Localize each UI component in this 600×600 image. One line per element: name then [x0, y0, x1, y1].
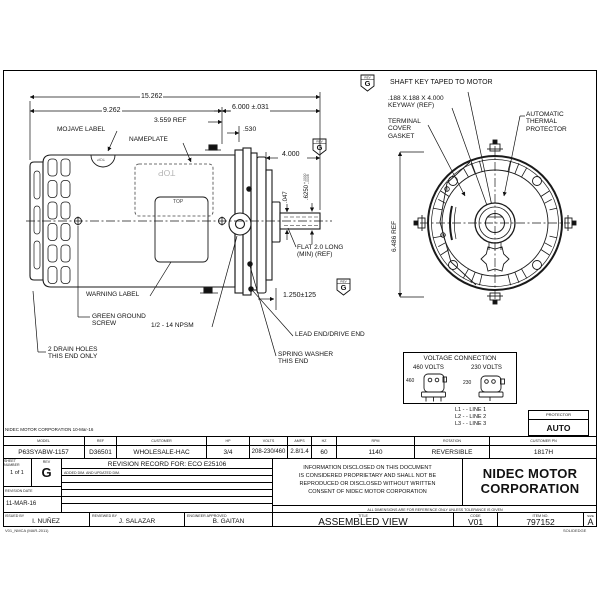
- protector-box: [528, 410, 589, 436]
- revision-date-value-cell: [3, 497, 62, 512]
- engineer-approved-cell: [185, 512, 272, 527]
- reviewed-by-value: J. SALAZAR: [118, 518, 156, 525]
- label-warning: WARNING LABEL: [86, 291, 140, 298]
- spec-value-amps: 2.8/1.4: [288, 446, 312, 459]
- revision-date-value: 11-MAR-16: [6, 501, 37, 507]
- voltage-title: VOLTAGE CONNECTION: [423, 355, 497, 362]
- voltage-col-230: 230 VOLTS: [471, 364, 502, 371]
- revision-record-title: REVISION RECORD FOR: ECO E25106: [107, 460, 227, 468]
- proprietary-line: CONSENT OF NIDEC MOTOR CORPORATION: [308, 489, 427, 495]
- spec-header-model: MODEL: [3, 437, 85, 445]
- line-l2: L2 - - LINE 2: [455, 414, 487, 420]
- dim-6250: .6250 +.0000 -.0005: [303, 173, 311, 200]
- plug-460-label: 460: [406, 378, 415, 384]
- dim-1250: 1.250±125: [283, 292, 317, 299]
- spec-value-volts: 208-230/460: [250, 446, 288, 459]
- rev-flag: [313, 139, 326, 155]
- label-spring-washer: SPRING WASHER THIS END: [278, 351, 334, 366]
- spec-value-model: P63SYABW-1157: [3, 446, 85, 459]
- label-flat: FLAT 2.0 LONG (MIN) (REF): [297, 244, 344, 259]
- top-mark-bump: TOP: [97, 157, 106, 163]
- rev-value: G: [41, 465, 52, 480]
- code-cell: [453, 512, 497, 527]
- corp-note: NIDEC MOTOR CORPORATION 10-Mar-16: [5, 427, 94, 432]
- revision-record-empty-row: [62, 504, 272, 512]
- line-l3: L3 - - LINE 3: [455, 421, 487, 427]
- revision-record-empty-row: [62, 483, 272, 490]
- dim-4000: 4.000: [282, 150, 300, 158]
- label-green-ground: GREEN GROUND SCREW: [92, 313, 146, 328]
- spec-header-volts: VOLTS: [250, 437, 288, 445]
- revision-record-entry-row: [62, 469, 272, 476]
- dimension-lines: [30, 92, 424, 310]
- spec-table: [3, 436, 597, 459]
- proprietary-note-cell: [272, 459, 462, 505]
- spec-header-rpm: RPM: [337, 437, 415, 445]
- item-no-value: 797152: [526, 516, 555, 527]
- voltage-col-460: 460 VOLTS: [413, 364, 444, 371]
- dim-6486: 6.486 REF: [391, 220, 398, 252]
- reviewed-by-label: REVIEWED BY: [92, 514, 117, 518]
- sheet-number-cell: [3, 459, 32, 487]
- issued-by-value: I. NUÑEZ: [32, 518, 60, 525]
- sheet-number-label: SHEET NUMBER: [4, 459, 20, 467]
- dim-530: .530: [243, 126, 257, 133]
- label-shaft-key: SHAFT KEY TAPED TO MOTOR: [390, 79, 493, 86]
- spec-value-ref: D36501: [85, 446, 117, 459]
- title-value: ASSEMBLED VIEW: [318, 516, 408, 528]
- rev-cell: [32, 459, 62, 487]
- spec-header-hz: HZ: [312, 437, 337, 445]
- top-mark-ghost: TOP: [158, 167, 176, 178]
- spec-value-hp: 3/4: [207, 446, 250, 459]
- label-terminal-cover: TERMINAL COVER GASKET: [388, 118, 421, 140]
- engineer-approved-label: ENGINEER APPROVED: [187, 514, 227, 518]
- revision-record-title-cell: [62, 459, 272, 469]
- rev-label: REV: [42, 460, 51, 464]
- dim-shaft-ext: 6.000 ±.031: [232, 104, 269, 111]
- protector-label: PROTECTOR: [529, 411, 588, 420]
- proprietary-line: IS CONSIDERED PROPRIETARY AND SHALL NOT BE: [298, 473, 437, 479]
- issued-by-cell: [3, 512, 90, 527]
- svg-text:REV: REV: [340, 279, 347, 284]
- top-mark-warning: TOP: [173, 199, 184, 205]
- item-no-label: ITEM NO.: [532, 513, 549, 518]
- label-drain: 2 DRAIN HOLES THIS END ONLY: [48, 346, 98, 361]
- spec-value-rotation: REVERSIBLE: [415, 446, 490, 459]
- end-view: [414, 140, 576, 304]
- label-keyway: .188 X.188 X 4.000 KEYWAY (REF): [388, 95, 444, 110]
- plug-230-label: 230: [463, 380, 472, 386]
- spec-value-customer: WHOLESALE-HAC: [117, 446, 207, 459]
- title-cell: [272, 512, 453, 527]
- dim-body: 9.262: [103, 106, 121, 114]
- svg-text:G: G: [364, 79, 371, 88]
- code-value: V01: [467, 516, 484, 527]
- label-mojave: MOJAVE LABEL: [57, 126, 106, 133]
- size-value: A: [587, 516, 594, 527]
- svg-text:G: G: [340, 283, 347, 292]
- reviewed-by-cell: [90, 512, 185, 527]
- revision-record-empty-row: [62, 490, 272, 497]
- dim-ref-3559: 3.559 REF: [154, 117, 187, 124]
- proprietary-line: INFORMATION DISCLOSED ON THIS DOCUMENT: [303, 465, 432, 471]
- revision-record-entry: ADDED DIM. AND UPDATED DIM.: [64, 470, 121, 475]
- spec-header-customer: CUSTOMER: [117, 437, 207, 445]
- line-list: [455, 407, 486, 428]
- tolerance-note-strip: [272, 505, 597, 512]
- rev-flag-group: [313, 75, 374, 295]
- dim-overall: 15.262: [141, 92, 163, 100]
- size-label: SIZE: [587, 513, 594, 518]
- svg-text:G: G: [316, 143, 323, 152]
- issued-by-label: ISSUED BY: [5, 514, 25, 518]
- tolerance-note: ALL DIMENSIONS ARE FOR REFERENCE ONLY UNLESS TOLERANCE IS GIVEN: [367, 507, 503, 512]
- spec-header-amps: AMPS: [288, 437, 312, 445]
- revision-record-empty-row: [62, 497, 272, 504]
- code-label: CODE: [470, 513, 481, 518]
- dim-047: .047: [283, 191, 289, 203]
- svg-text:REV: REV: [364, 75, 371, 80]
- spec-value-hz: 60: [312, 446, 337, 459]
- title-label: TITLE: [358, 513, 368, 518]
- revision-date-label: REVISION DATE: [5, 489, 33, 493]
- revision-date-label-cell: [3, 487, 62, 497]
- label-thermal-protector: AUTOMATIC THERMAL PROTECTOR: [526, 111, 567, 133]
- footer-cad-system: SOLIDEDGE: [563, 528, 587, 533]
- svg-text:REV: REV: [316, 139, 323, 144]
- spec-header-rotation: ROTATION: [415, 437, 490, 445]
- size-cell: [583, 512, 597, 527]
- item-no-cell: [497, 512, 583, 527]
- engineer-approved-value: B. GAITAN: [212, 518, 245, 525]
- side-view: [26, 145, 332, 295]
- footer-template-id: V01_NMCA (MAR-2011): [5, 528, 49, 533]
- spec-header-ref: REF: [85, 437, 117, 445]
- spec-header-hp: HP: [207, 437, 250, 445]
- company-logo-cell: [462, 459, 597, 505]
- label-lead-end: LEAD END/DRIVE END: [295, 331, 365, 338]
- company-name-line: NIDEC MOTOR: [482, 466, 578, 481]
- label-npsm: 1/2 - 14 NPSM: [151, 322, 194, 329]
- company-name-line: CORPORATION: [480, 481, 580, 496]
- proprietary-line: REPRODUCED OR DISCLOSED WITHOUT WRITTEN: [299, 481, 436, 487]
- line-l1: L1 - - LINE 1: [455, 407, 487, 413]
- label-nameplate: NAMEPLATE: [129, 136, 168, 143]
- protector-value: AUTO: [546, 423, 571, 433]
- spec-value-rpm: 1140: [337, 446, 415, 459]
- spec-header-customer-pn: CUSTOMER PN: [530, 439, 557, 443]
- sheet-number-value: 1 of 1: [10, 469, 24, 476]
- spec-value-customer-pn: 1817H: [533, 449, 554, 456]
- rev-flag: [361, 75, 374, 91]
- rev-flag: [337, 279, 350, 295]
- revision-record-empty-row: [62, 476, 272, 483]
